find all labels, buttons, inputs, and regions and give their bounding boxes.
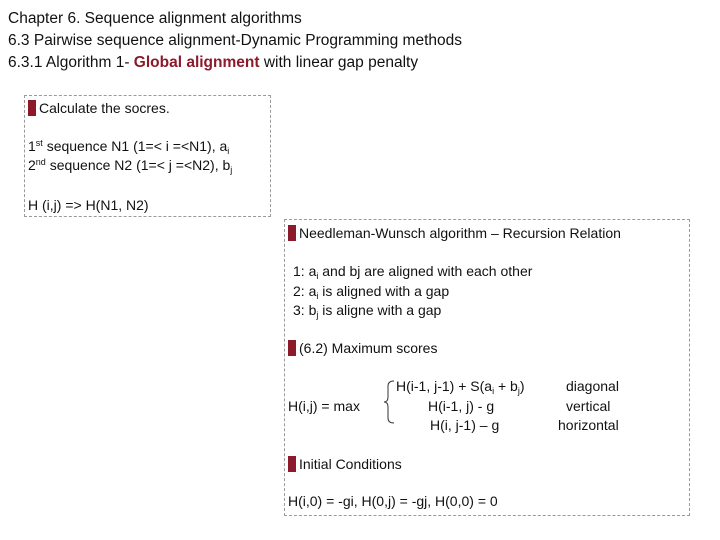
bullet-marker <box>288 225 296 241</box>
diagonal-label: diagonal <box>566 378 619 394</box>
initial-conditions-label: Initial Conditions <box>299 456 402 472</box>
max-row-diagonal <box>396 377 525 395</box>
seq2-ordinal: nd <box>35 157 46 167</box>
horizontal-label: horizontal <box>558 417 619 433</box>
subsection-title-prefix: 6.3.1 Algorithm 1- <box>8 54 134 71</box>
row1-subscript-j: j <box>517 386 520 396</box>
recursion-heading-label: Needleman-Wunsch algorithm – Recursion Relation <box>299 225 621 241</box>
seq1-number: 1 <box>28 138 36 154</box>
max-row-vertical: H(i-1, j) - g <box>428 398 495 414</box>
case-3-subscript: j <box>316 310 319 320</box>
vertical-label: vertical <box>566 398 611 414</box>
case-1-subscript: i <box>316 271 319 281</box>
section-title: 6.3 Pairwise sequence alignment-Dynamic Programming methods <box>8 32 463 49</box>
global-alignment-highlight: Global alignment <box>133 54 260 71</box>
case-2-line <box>293 282 449 300</box>
seq2-text: sequence N2 (1=< j =<N2), b <box>45 157 231 173</box>
seq1-subscript: i <box>227 146 230 156</box>
case-2-text: is aligned with a gap <box>318 283 450 299</box>
seq2-subscript: j <box>230 165 233 175</box>
case-1-text: and bj are aligned with each other <box>318 263 533 279</box>
calculate-scores-heading <box>28 99 170 117</box>
case-2-prefix: 2: a <box>293 283 317 299</box>
seq1-text: sequence N1 (1=< i =<N1), a <box>42 138 228 154</box>
maximum-scores-heading <box>288 339 437 357</box>
seq2-number: 2 <box>28 157 36 173</box>
chapter-title: Chapter 6. Sequence alignment algorithms <box>8 10 302 27</box>
row1-text: H(i-1, j-1) + S(a <box>396 378 493 394</box>
maximum-scores-label: (6.2) Maximum scores <box>299 340 438 356</box>
bullet-marker <box>288 340 296 356</box>
initial-conditions-equation: H(i,0) = -gi, H(0,j) = -gj, H(0,0) = 0 <box>288 493 498 509</box>
first-sequence-line <box>28 137 229 155</box>
calculate-scores-label: Calculate the socres. <box>39 100 170 116</box>
seq1-ordinal: st <box>35 138 43 148</box>
recursion-heading <box>288 224 621 242</box>
row1-subscript-i: i <box>492 386 495 396</box>
bullet-marker <box>288 456 296 472</box>
case-3-text: is aligne with a gap <box>318 302 442 318</box>
max-row-horizontal: H(i, j-1) – g <box>430 417 500 433</box>
case-3-line <box>293 301 441 319</box>
row1-close: ) <box>519 378 525 394</box>
initial-conditions-heading <box>288 455 402 473</box>
case-3-prefix: 3: b <box>293 302 317 318</box>
second-sequence-line <box>28 156 232 174</box>
bullet-marker <box>28 100 36 116</box>
score-matrix-line: H (i,j) => H(N1, N2) <box>28 197 149 213</box>
case-1-prefix: 1: a <box>293 263 317 279</box>
row1-plus: + b <box>494 378 518 394</box>
case-2-subscript: i <box>316 291 319 301</box>
case-1-line <box>293 262 532 280</box>
left-brace-icon <box>383 380 395 424</box>
max-equation-lhs: H(i,j) = max <box>288 398 360 414</box>
subsection-title <box>8 53 418 73</box>
subsection-title-suffix: with linear gap penalty <box>259 54 419 71</box>
